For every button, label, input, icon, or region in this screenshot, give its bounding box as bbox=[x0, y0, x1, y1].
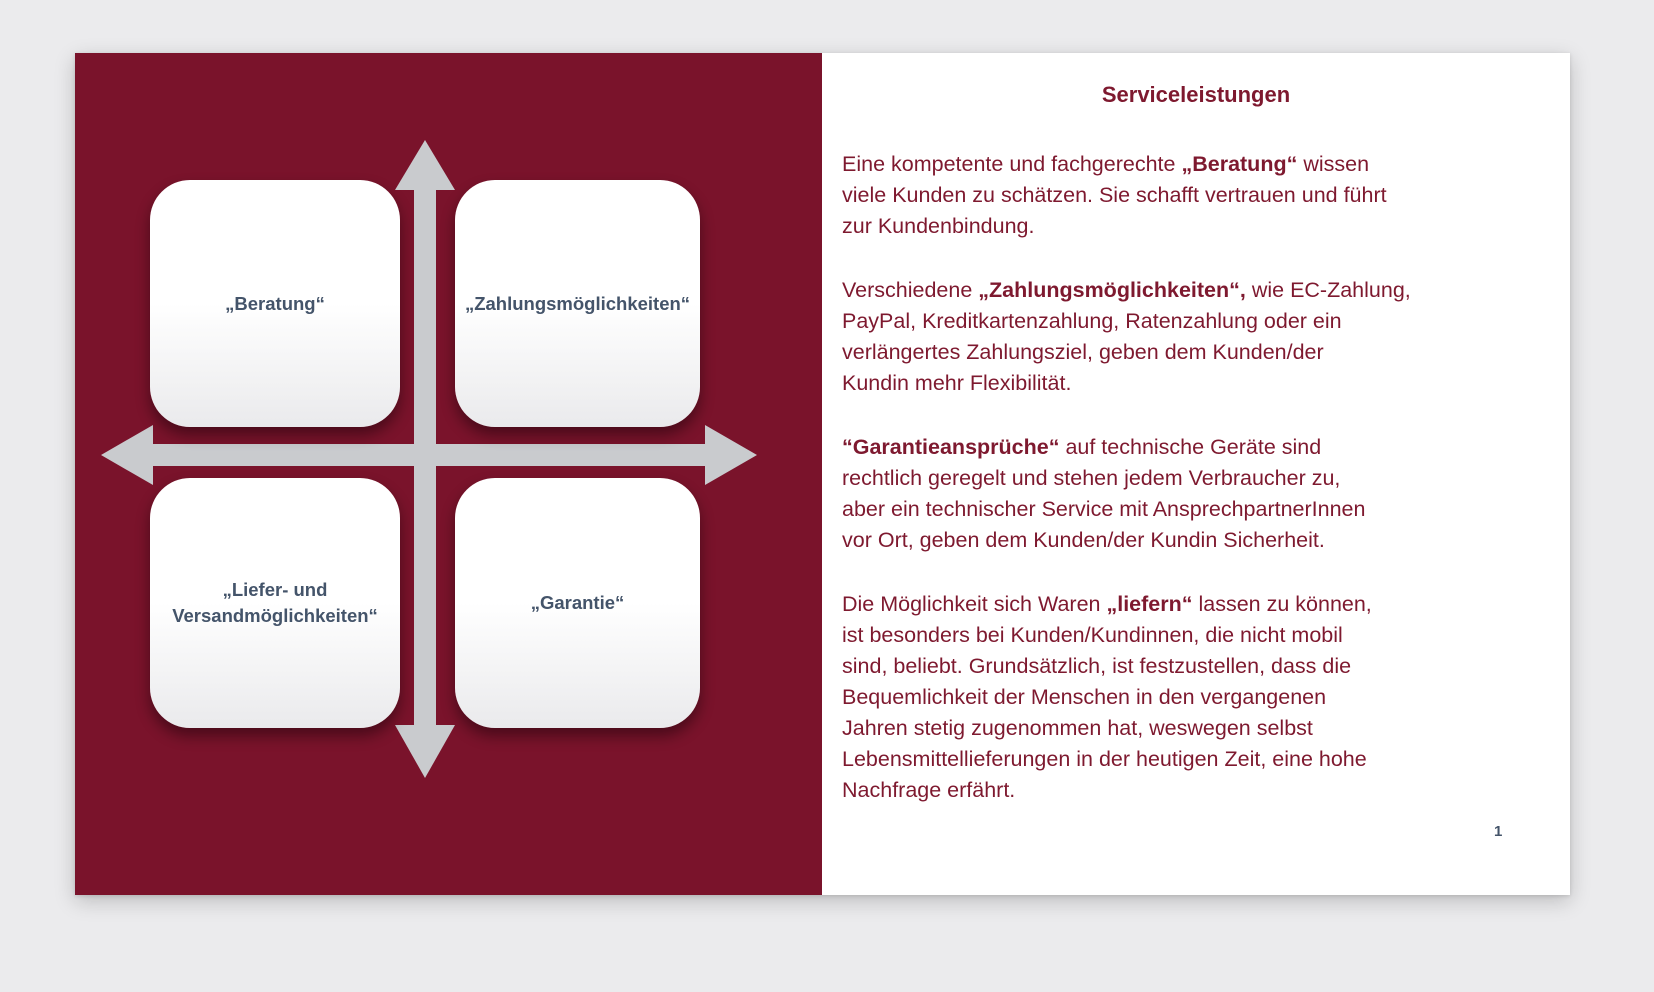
text-run: Verschiedene bbox=[842, 278, 979, 302]
body-text bbox=[842, 149, 1542, 806]
text-run: Eine kompetente und fachgerechte bbox=[842, 152, 1182, 176]
text-run: wie EC-Zahlung, bbox=[1245, 278, 1411, 302]
slide bbox=[75, 53, 1570, 895]
quadrant-card-label: „Garantie“ bbox=[530, 592, 625, 614]
text-run: sind, beliebt. Grundsätzlich, ist festzustellen, dass die bbox=[842, 654, 1352, 678]
quadrant-card-label: „Beratung“ bbox=[225, 292, 325, 314]
text-run: zur Kundenbindung. bbox=[842, 214, 1035, 238]
slide-title: Serviceleistungen bbox=[1101, 82, 1291, 107]
page-number: 1 bbox=[1494, 823, 1503, 840]
text-run: Nachfrage erfährt. bbox=[842, 778, 1016, 802]
paragraph bbox=[842, 149, 1542, 242]
quadrant-card-label: „Zahlungsmöglichkeiten“ bbox=[464, 292, 691, 314]
text-run: Jahren stetig zugenommen hat, weswegen selbst bbox=[842, 716, 1313, 740]
diagram-panel bbox=[75, 53, 822, 895]
text-run: Kundin mehr Flexibilität. bbox=[842, 371, 1072, 395]
text-run: aber ein technischer Service mit AnsprechpartnerInnen bbox=[842, 497, 1366, 521]
text-panel bbox=[822, 53, 1570, 895]
paragraph bbox=[842, 589, 1542, 806]
text-run: PayPal, Kreditkartenzahlung, Ratenzahlung oder ein bbox=[842, 309, 1342, 333]
text-run: verlängertes Zahlungsziel, geben dem Kunden/der bbox=[842, 340, 1324, 364]
bold-run: “Garantieansprüche“ bbox=[842, 435, 1060, 459]
bold-run: „Zahlungsmöglichkeiten“, bbox=[978, 278, 1246, 302]
paragraph bbox=[842, 432, 1542, 556]
quadrant-card-label: „Liefer- und Versandmöglichkeiten“ bbox=[172, 579, 378, 626]
quadrant-card-zahlungsmoeglichkeiten bbox=[455, 180, 700, 427]
text-run: vor Ort, geben dem Kunden/der Kundin Sicherheit. bbox=[842, 528, 1325, 552]
text-run: Lebensmittellieferungen in der heutigen Zeit, eine hohe bbox=[842, 747, 1367, 771]
text-run: ist besonders bei Kunden/Kundinnen, die nicht mobil bbox=[842, 623, 1343, 647]
bold-run: „Beratung“ bbox=[1181, 152, 1298, 176]
text-run: auf technische Geräte sind bbox=[1059, 435, 1322, 459]
paragraph bbox=[842, 275, 1542, 399]
text-run: lassen zu können, bbox=[1192, 592, 1372, 616]
quadrant-card-garantie bbox=[455, 478, 700, 728]
text-run: wissen bbox=[1297, 152, 1370, 176]
text-run: viele Kunden zu schätzen. Sie schafft vertrauen und führt bbox=[842, 183, 1387, 207]
text-run: rechtlich geregelt und stehen jedem Verbraucher zu, bbox=[842, 466, 1341, 490]
bold-run: „liefern“ bbox=[1106, 592, 1193, 616]
quadrant-card-beratung bbox=[150, 180, 400, 427]
quadrant-card-liefer-und-versandmoeglichkeiten bbox=[150, 478, 400, 728]
text-run: Die Möglichkeit sich Waren bbox=[842, 592, 1107, 616]
text-run: Bequemlichkeit der Menschen in den vergangenen bbox=[842, 685, 1327, 709]
